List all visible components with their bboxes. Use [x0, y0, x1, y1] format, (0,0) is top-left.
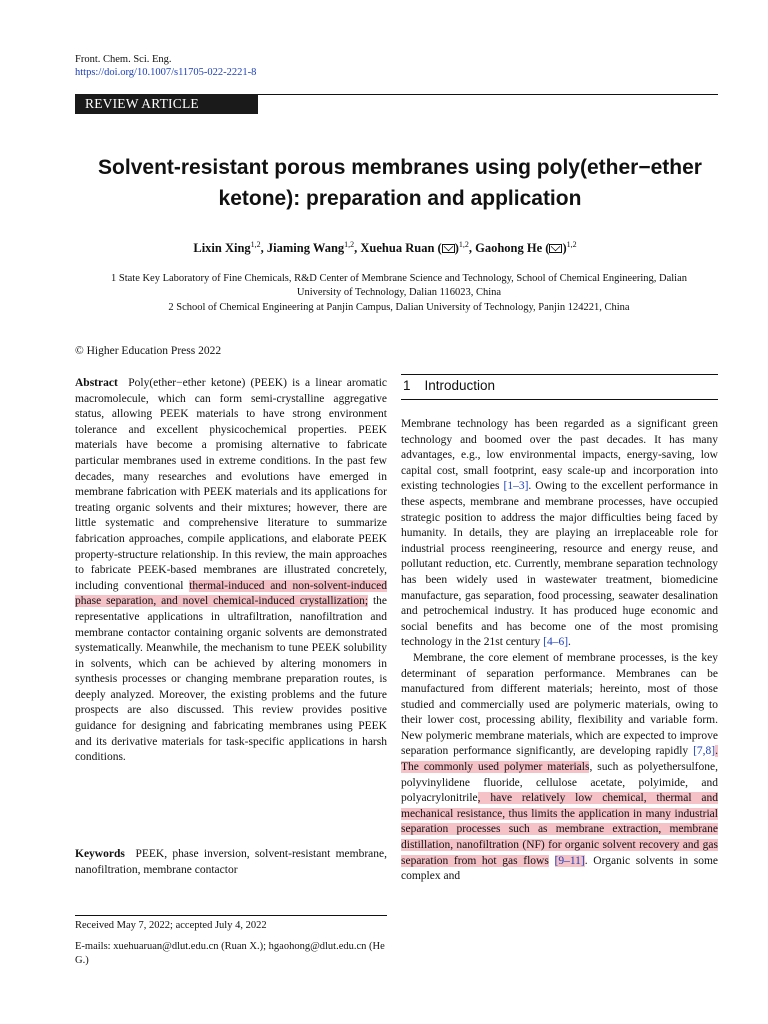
intro-text: Membrane, the core element of membrane processes, is the key determinant of separation performance. Membranes can be manufactured from different materials; hereinto, most of those studied and commercially used are polymeric materials, owing to their lower cost, processing ability, flexibility and variable form. New polymeric membrane materials, which are expected to improve separation performance significantly, are developing rapidly: [401, 651, 718, 758]
paper-title: Solvent-resistant porous membranes using poly(ether−ether ketone): preparation and application: [98, 156, 702, 210]
envelope-icon[interactable]: [442, 244, 455, 253]
copyright-notice: © Higher Education Press 2022: [75, 345, 222, 357]
section-rule-bottom: [401, 399, 718, 400]
article-type-badge: REVIEW ARTICLE: [75, 94, 258, 114]
keywords-text: PEEK, phase inversion, solvent-resistant membrane, nanofiltration, membrane contactor: [75, 848, 388, 876]
intro-text: .: [568, 636, 571, 649]
author-affil-sup: 1,2: [250, 240, 261, 249]
intro-text: . Owing to the excellent performance in these aspects, membrane and membrane processes, have occupied strategic position to address the major difficulties being faced by humanity. In details, they are playing an irreplaceable role for industrial process reengineering, resource and energy reuse, and pollutant reduction, etc. Currently, membrane separation technology has been widely used in wastewater treatment, biomedicine manufacture, gas separation, food processing, seawater desalination and petrochemical industry. It has produced huge economic and social benefits and has become one of the most promising technology in the 21st century: [401, 480, 718, 649]
journal-name: Front. Chem. Sci. Eng.: [75, 54, 172, 65]
abstract-block: [75, 376, 387, 766]
intro-paragraph: [401, 651, 718, 885]
intro-highlight: , have relatively low chemical, thermal and mechanical resistance, thus limits the application in many industrial separation processes such as membrane extraction, membrane distillation, nanofiltration (NF) for organic solvent recovery and gas separation from hot gas flows: [401, 792, 718, 867]
contact-emails[interactable]: E-mails: xuehuaruan@dlut.edu.cn (Ruan X.); hgaohong@dlut.edu.cn (He G.): [75, 941, 385, 966]
author-name[interactable]: Lixin Xing: [193, 241, 251, 256]
keywords-block: [75, 847, 387, 878]
intro-text: . Organic solvents in some complex and: [401, 854, 719, 883]
footnote-rule: [75, 915, 387, 916]
intro-highlight: . The commonly used polymer materials: [401, 745, 719, 774]
author-list: Lixin Xing$^{1,2}$, Jiaming Wang$^{1,2}$, Xuehua Ruan ( )$^{1,2}$, Gaohong He ( )$^{1,2}$: [193, 240, 577, 256]
author-affil-sup: 1,2: [344, 240, 355, 249]
abstract-highlight: thermal-induced and non-solvent-induced phase separation, and novel chemical-induced crystallization;: [75, 579, 388, 608]
abstract-label: Abstract: [75, 377, 118, 389]
citation-link[interactable]: [1–3]: [503, 480, 529, 493]
intro-paragraph: [401, 417, 718, 651]
affiliation-1-line-2: University of Technology, Dalian 116023, China: [296, 287, 502, 298]
author-name[interactable]: Gaohong He: [475, 241, 543, 256]
author-name[interactable]: Jiaming Wang: [266, 241, 345, 256]
received-date: Received May 7, 2022; accepted July 4, 2022: [75, 920, 267, 931]
affiliation-1-line-1: 1 State Key Laboratory of Fine Chemicals, R&D Center of Membrane Science and Technology, School of Chemical Engineering, Dalian: [110, 273, 688, 284]
keywords-label: Keywords: [75, 848, 125, 860]
intro-text: Membrane technology has been regarded as a significant green technology and boomed over the past decades. It has many advantages, e.g., low environmental impacts, energy-saving, low capital cost, small footprint, easy scale-up and incorporation into existing technologies: [401, 418, 718, 493]
section-rule-top: [401, 374, 718, 375]
section-heading: [403, 377, 495, 395]
author-affil-sup: 1,2: [566, 240, 577, 249]
author-affil-sup: 1,2: [458, 240, 469, 249]
section-title: Introduction: [424, 378, 496, 393]
introduction-body: [401, 417, 718, 885]
envelope-icon[interactable]: [549, 244, 562, 253]
affiliation-2: 2 School of Chemical Engineering at Panjin Campus, Dalian University of Technology, Panjin 124221, China: [168, 302, 630, 313]
author-name[interactable]: Xuehua Ruan: [360, 241, 435, 256]
doi-link[interactable]: https://doi.org/10.1007/s11705-022-2221-8: [75, 67, 257, 78]
citation-link[interactable]: [4–6]: [543, 636, 569, 649]
section-number: 1: [403, 378, 411, 393]
citation-link[interactable]: [7,8]: [693, 745, 716, 758]
abstract-text: Poly(ether−ether ketone) (PEEK) is a linear aromatic macromolecule, which can form semi-crystalline aggregative status, allowing PEEK materials to have strong environment tolerance and excellent physicochemical properties. PEEK materials have become a promising alternative to fabricate particular membranes used in extreme conditions. In the past few decades, many researches and evolutions have emerged in membrane fabrication with PEEK materials and its applications for treating organic solvents and their mixtures; however, there are little systematic and comprehensive literature to summarize fabrication approaches, compile applications, and elaborate PEEK property-structure relationship. In this review, the main approaches to fabricate PEEK-based membranes are illustrated concretely, including conventional: [75, 377, 387, 592]
citation-link[interactable]: [9–11]: [554, 854, 585, 867]
intro-text: , such as polyethersulfone, polyvinylidene fluoride, cellulose acetate, polyimide, and polyacrylonitrile: [401, 761, 718, 805]
abstract-text: the representative applications in ultrafiltration, nanofiltration and membrane contactor containing organic solvents are demonstrated systematically. Meanwhile, the mechanism to tune PEEK solubility in solvents, which can be achieved by altering monomers in synthesis processes or changing membrane preparation routes, is deeply analyzed. Moreover, the existing problems and the future prospects are also discussed. This review provides positive guidance for designing and fabricating membranes using PEEK and its derivative materials for task-specific applications in harsh conditions.: [75, 595, 388, 764]
